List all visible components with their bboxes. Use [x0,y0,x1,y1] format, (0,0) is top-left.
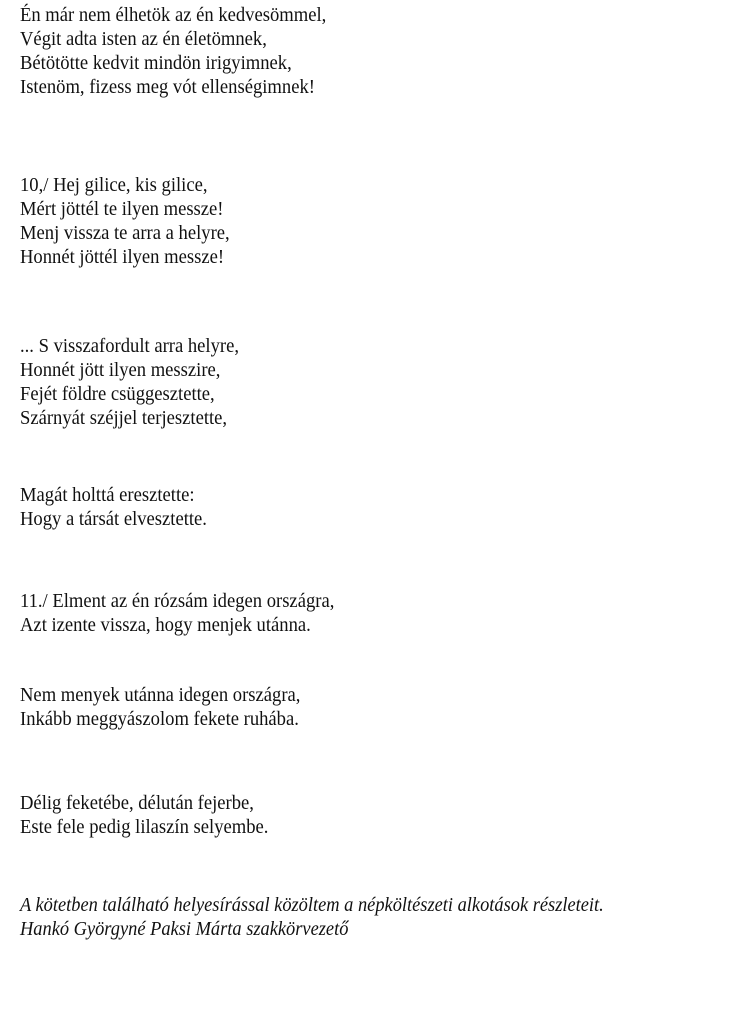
verse-line: 11./ Elment az én rózsám idegen országra, [20,590,335,612]
stanza-1 [20,3,740,99]
editor-note [20,893,740,941]
verse-line: Inkább meggyászolom fekete ruhába. [20,708,299,730]
verse-line: Istenöm, fizess meg vót ellenségimnek! [20,76,315,98]
verse-line: Magát holttá eresztette: [20,484,195,506]
verse-line: Bétötötte kedvit mindön irigyimnek, [20,52,292,74]
verse-line: Nem menyek utánna idegen országra, [20,684,301,706]
verse-line: Menj vissza te arra a helyre, [20,222,230,244]
stanza-10 [20,173,740,269]
note-line: A kötetben található helyesírással közöltem a népköltészeti alkotások részleteit. [20,894,604,916]
stanza-10-ending [20,483,740,531]
verse-line: Fejét földre csüggesztette, [20,383,215,405]
note-signature: Hankó Györgyné Paksi Márta szakkörvezető [20,918,349,940]
verse-line: Végit adta isten az én életömnek, [20,28,267,50]
verse-line: Délig feketébe, délután fejerbe, [20,792,254,814]
verse-line: ... S visszafordult arra helyre, [20,335,240,357]
verse-line: Mért jöttél te ilyen messze! [20,198,224,220]
stanza-11-second [20,683,740,731]
verse-line: Azt izente vissza, hogy menjek utánna. [20,614,311,636]
verse-line: Én már nem élhetök az én kedvesömmel, [20,4,327,26]
stanza-11 [20,589,740,637]
verse-line: Hogy a társát elvesztette. [20,508,207,530]
verse-line: Este fele pedig lilaszín selyembe. [20,816,269,838]
verse-line: 10,/ Hej gilice, kis gilice, [20,174,208,196]
verse-line: Honnét jött ilyen messzire, [20,359,221,381]
verse-line: Szárnyát széjjel terjesztette, [20,407,228,429]
stanza-10-continued [20,334,740,430]
verse-line: Honnét jöttél ilyen messze! [20,246,225,268]
stanza-11-third [20,791,740,839]
